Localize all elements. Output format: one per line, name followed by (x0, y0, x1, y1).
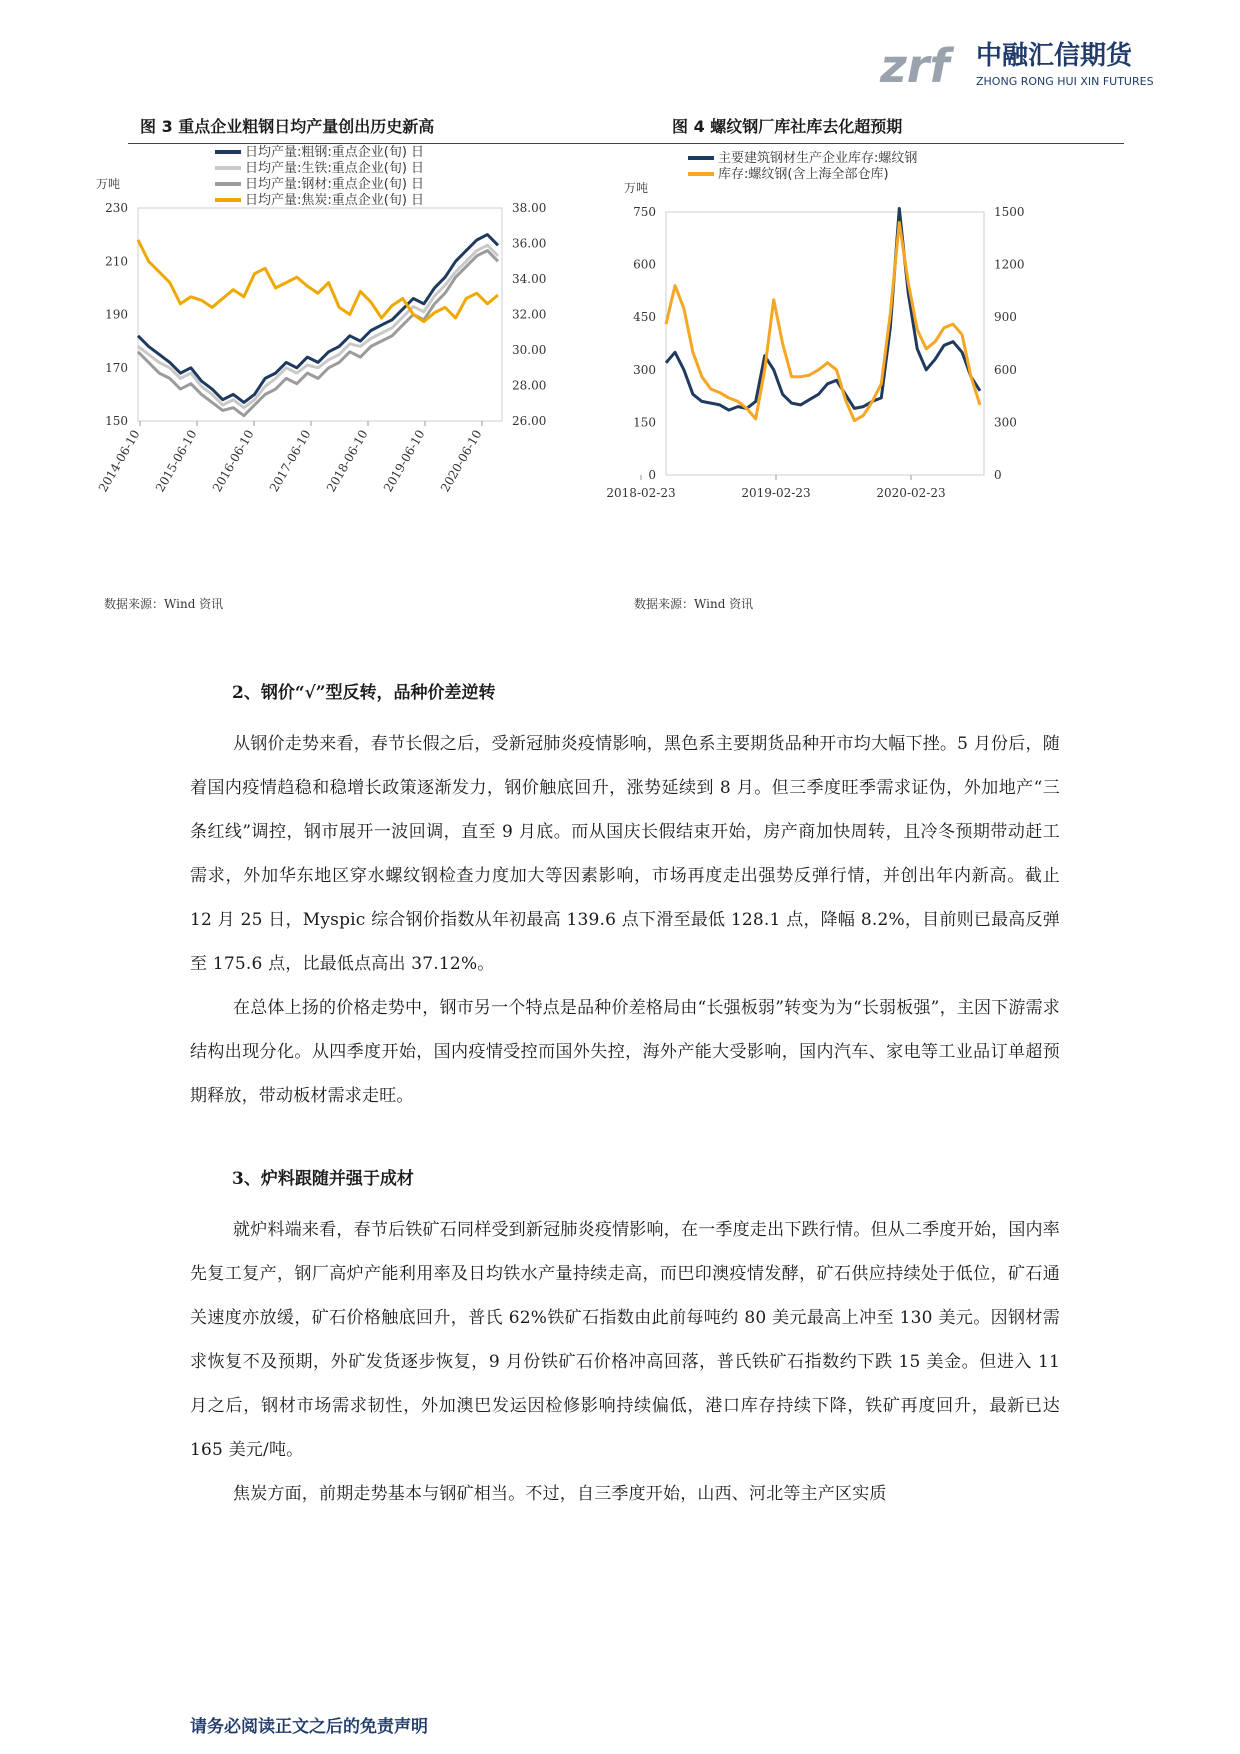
y-right-tick-5: 34.00 (512, 272, 547, 286)
section-2-paragraph-1: 从钢价走势来看，春节长假之后，受新冠肺炎疫情影响，黑色系主要期货品种开市均大幅下挫。5 月份后，随着国内疫情趋稳和稳增长政策逐渐发力，钢价触底回升，涨势延续到 8 月。但三季度旺季需求证伪，外加地产“三条红线”调控，钢市展开一波回调，直至 9 月底。而从国庆长假结束开始，房产商加快周转，且冷冬预期带动赶工需求，外加华东地区穿水螺纹钢检查力度加大等因素影响，市场再度走出强势反弹行情，并创出年内新高。截止 12 月 25 日，Myspic 综合钢价指数从年初最高 139.6 点下滑至最低 128.1 点，降幅 8.2%，目前则已最高反弹至 175.6 点，比最低点高出 37.12%。 (190, 734, 1060, 974)
x-tick-2: 2019-02-23 (741, 486, 811, 500)
y-right-tick-7: 38.00 (512, 201, 547, 215)
section-3-paragraph-2: 焦炭方面，前期走势基本与钢矿相当。不过，自三季度开始，山西、河北等主产区实质 (233, 1484, 887, 1504)
figure-3-source: 数据来源：Wind 资讯 (104, 597, 224, 611)
y-right-tick-2: 300 (994, 415, 1017, 430)
company-logo (880, 30, 1180, 100)
y-right-tick-3: 600 (994, 362, 1017, 377)
legend-label-4: 日均产量:焦炭:重点企业(旬) 日 (245, 193, 425, 208)
plot-frame (666, 212, 984, 475)
figure-3-chart (95, 145, 640, 600)
x-tick-3: 2016-06-10 (209, 427, 257, 495)
y-left-tick-3: 190 (105, 307, 128, 322)
y-right-tick-2: 28.00 (512, 378, 547, 393)
y-left-tick-4: 210 (105, 254, 128, 269)
x-tick-3: 2020-02-23 (876, 486, 946, 500)
figure-4-source: 数据来源：Wind 资讯 (634, 597, 754, 611)
x-tick-1: 2018-02-23 (606, 486, 676, 500)
unit-label: 万吨 (96, 177, 121, 191)
section-2-heading: 2、钢价“√”型反转，品种价差逆转 (232, 683, 496, 703)
disclaimer-footer: 请务必阅读正文之后的免责声明 (190, 1717, 428, 1737)
series-line-1 (666, 209, 980, 411)
logo-cn-name: 中融汇信期货 (976, 41, 1133, 71)
figure-4-chart (606, 150, 1140, 600)
figure-3-title: 图 3 重点企业粗钢日均产量创出历史新高 (140, 117, 435, 136)
legend-label-1: 日均产量:粗钢:重点企业(旬) 日 (245, 145, 425, 160)
x-tick-7: 2020-06-10 (437, 427, 485, 495)
x-tick-4: 2017-06-10 (266, 427, 314, 495)
y-right-tick-3: 30.00 (512, 343, 547, 357)
x-tick-6: 2019-06-10 (380, 427, 428, 495)
x-tick-5: 2018-06-10 (323, 427, 371, 495)
y-left-tick-1: 150 (105, 414, 128, 428)
y-right-tick-6: 1500 (994, 205, 1025, 219)
y-left-tick-6: 750 (633, 205, 656, 219)
section-3-heading: 3、炉料跟随并强于成材 (232, 1169, 414, 1189)
y-left-tick-5: 230 (105, 201, 128, 215)
legend-label-1: 主要建筑钢材生产企业库存:螺纹钢 (718, 151, 918, 166)
legend-label-2: 日均产量:生铁:重点企业(旬) 日 (245, 161, 425, 176)
unit-label: 万吨 (624, 181, 649, 195)
logo-mark: zrf (880, 39, 950, 93)
series-line-3 (138, 251, 498, 416)
section-2-paragraph-2: 在总体上扬的价格走势中，钢市另一个特点是品种价差格局由“长强板弱”转变为为“长弱板强”，主因下游需求结构出现分化。从四季度开始，国内疫情受控而国外失控，海外产能大受影响，国内汽车、家电等工业品订单超预期释放，带动板材需求走旺。 (190, 998, 1060, 1106)
plot-frame (138, 208, 502, 421)
legend-label-3: 日均产量:钢材:重点企业(旬) 日 (245, 177, 425, 192)
y-right-tick-5: 1200 (994, 257, 1025, 272)
title-divider (128, 143, 1124, 144)
y-left-tick-5: 600 (633, 257, 656, 272)
y-right-tick-1: 26.00 (512, 414, 547, 428)
legend-label-2: 库存:螺纹钢(含上海全部仓库) (718, 167, 889, 182)
y-left-tick-2: 150 (633, 415, 656, 430)
y-right-tick-1: 0 (994, 468, 1002, 482)
logo-en-name: ZHONG RONG HUI XIN FUTURES (976, 75, 1154, 88)
x-tick-1: 2014-06-10 (95, 427, 143, 495)
figure-4-title: 图 4 螺纹钢厂库社库去化超预期 (672, 117, 903, 136)
y-left-tick-2: 170 (105, 360, 128, 375)
section-3-paragraph-1: 就炉料端来看，春节后铁矿石同样受到新冠肺炎疫情影响，在一季度走出下跌行情。但从二季度开始，国内率先复工复产，钢厂高炉产能利用率及日均铁水产量持续走高，而巴印澳疫情发酵，矿石供应持续处于低位，矿石通关速度亦放缓，矿石价格触底回升，普氏 62%铁矿石指数由此前每吨约 80 美元最高上冲至 130 美元。因钢材需求恢复不及预期，外矿发货逐步恢复，9 月份铁矿石价格冲高回落，普氏铁矿石指数约下跌 15 美金。但进入 11 月之后，钢材市场需求韧性，外加澳巴发运因检修影响持续偏低，港口库存持续下降，铁矿再度回升，最新已达 165 美元/吨。 (190, 1220, 1060, 1460)
y-right-tick-4: 32.00 (512, 307, 547, 322)
y-left-tick-1: 0 (648, 468, 656, 482)
y-right-tick-6: 36.00 (512, 236, 547, 251)
article-body (190, 680, 1060, 1516)
y-left-tick-4: 450 (633, 310, 656, 325)
y-left-tick-3: 300 (633, 362, 656, 377)
y-right-tick-4: 900 (994, 310, 1017, 325)
x-tick-2: 2015-06-10 (152, 427, 200, 495)
series-line-4 (138, 240, 498, 322)
